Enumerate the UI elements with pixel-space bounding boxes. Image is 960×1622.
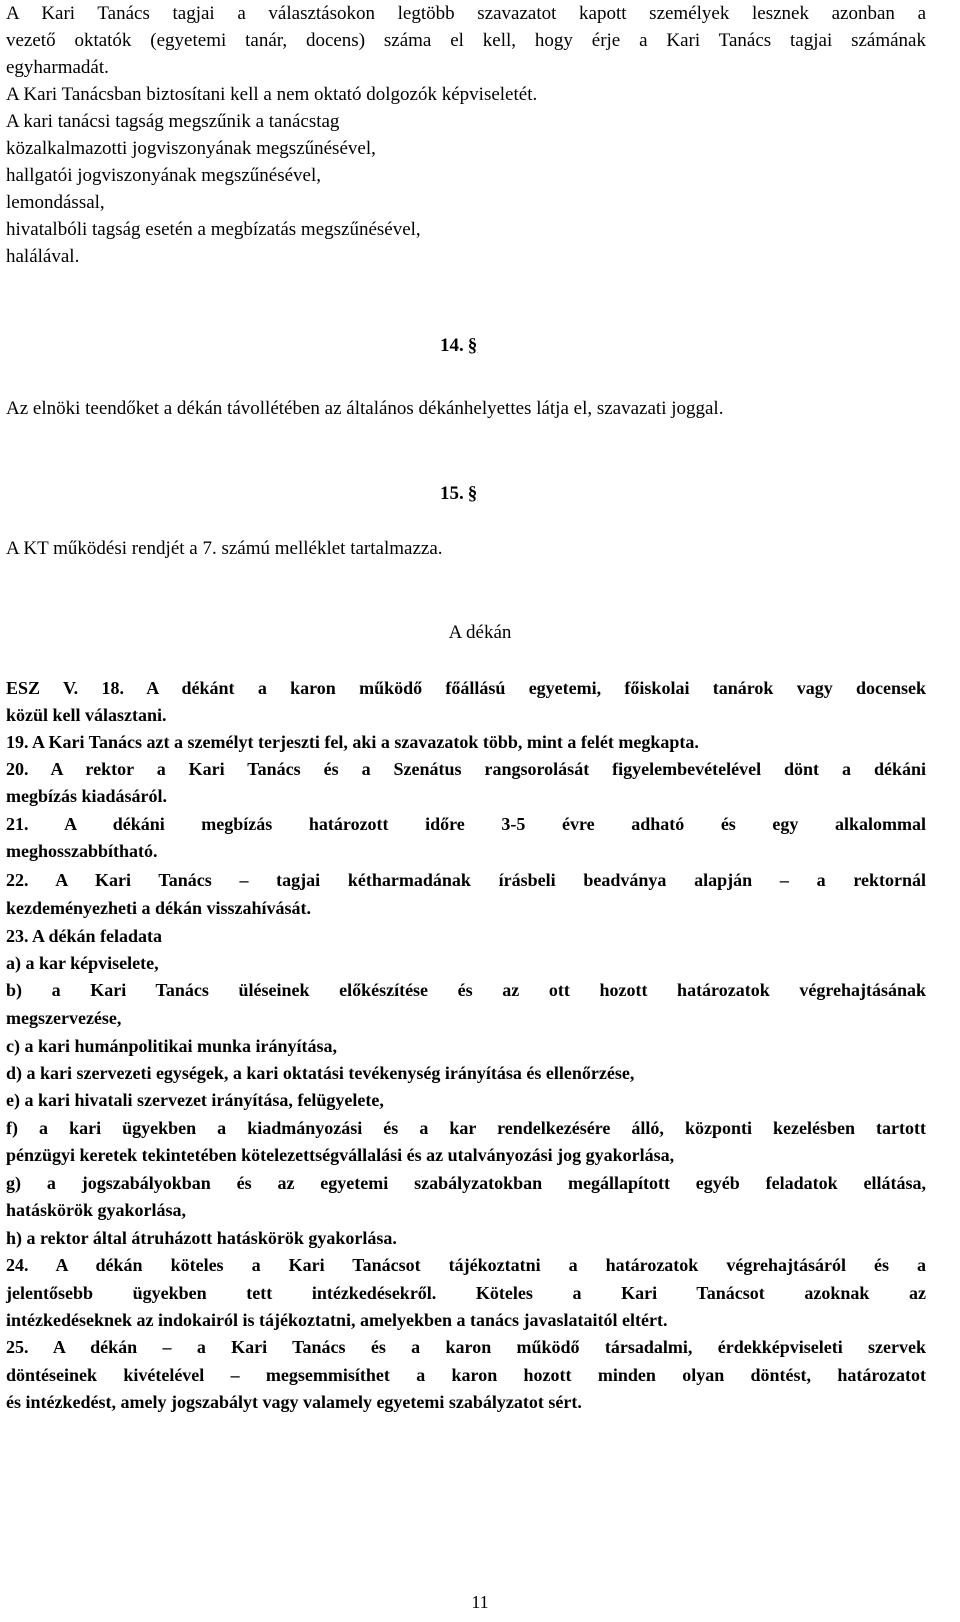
esz-line: ESZ V. 18. A dékánt a karon működő főállású egyetemi, főiskolai tanárok vagy docensek <box>6 678 926 698</box>
esz-line: megszervezése, <box>6 1008 122 1028</box>
section-15-text: A KT működési rendjét a 7. számú melléklet tartalmazza. <box>6 538 443 559</box>
esz-line: d) a kari szervezeti egységek, a kari oktatási tevékenység irányítása és ellenőrzése, <box>6 1063 635 1083</box>
esz-line: a) a kar képviselete, <box>6 953 159 973</box>
section-heading-14 <box>440 335 477 357</box>
section-14-text: Az elnöki teendőket a dékán távollétében az általános dékánhelyettes látja el, szavazati joggal. <box>6 398 724 419</box>
esz-line: b) a Kari Tanács üléseinek előkészítése és az ott hozott határozatok végrehajtásának <box>6 980 926 1000</box>
section-symbol: § <box>467 335 478 356</box>
paragraph-line: halálával. <box>6 246 80 267</box>
esz-line: e) a kari hivatali szervezet irányítása, felügyelete, <box>6 1090 384 1110</box>
paragraph-line: egyharmadát. <box>6 57 109 78</box>
esz-line: intézkedéseknek az indokairól is tájékoztatni, amelyekben a tanács javaslataitól eltért. <box>6 1310 668 1330</box>
esz-line: megbízás kiadásáról. <box>6 786 168 806</box>
paragraph-line: vezető oktatók (egyetemi tanár, docens) száma el kell, hogy érje a Kari Tanács tagjai számának <box>6 30 926 51</box>
paragraph-line: A Kari Tanácsban biztosítani kell a nem oktató dolgozók képviseletét. <box>6 84 538 105</box>
esz-line: f) a kari ügyekben a kiadmányozási és a kar rendelkezésére álló, központi kezelésben tartott <box>6 1118 926 1138</box>
section-number: 15. <box>440 483 464 504</box>
esz-line: 23. A dékán feladata <box>6 926 163 946</box>
esz-line: h) a rektor által átruházott hatáskörök gyakorlása. <box>6 1228 397 1248</box>
esz-line: c) a kari humánpolitikai munka irányítása, <box>6 1036 338 1056</box>
esz-line: 24. A dékán köteles a Kari Tanácsot tájékoztatni a határozatok végrehajtásáról és a <box>6 1255 926 1275</box>
paragraph-line: hivatalbóli tagság esetén a megbízatás megszűnésével, <box>6 219 421 240</box>
paragraph-line: hallgatói jogviszonyának megszűnésével, <box>6 165 321 186</box>
paragraph-line: közalkalmazotti jogviszonyának megszűnésével, <box>6 138 376 159</box>
esz-line: és intézkedést, amely jogszabályt vagy valamely egyetemi szabályzatot sért. <box>6 1392 582 1412</box>
esz-line: 25. A dékán – a Kari Tanács és a karon működő társadalmi, érdekképviseleti szervek <box>6 1337 926 1357</box>
esz-line: döntéseinek kivételével – megsemmisíthet a karon hozott minden olyan döntést, határozatot <box>6 1365 926 1385</box>
paragraph-line: A Kari Tanács tagjai a választásokon legtöbb szavazatot kapott személyek lesznek azonban a <box>6 3 926 24</box>
paragraph-line: lemondással, <box>6 192 105 213</box>
esz-line: kezdeményezheti a dékán visszahívását. <box>6 898 311 918</box>
esz-line: pénzügyi keretek tekintetében kötelezettségvállalási és az utalványozási jog gyakorlása, <box>6 1145 675 1165</box>
section-symbol: § <box>467 483 478 504</box>
esz-line: 22. A Kari Tanács – tagjai kétharmadának írásbeli beadványa alapján – a rektornál <box>6 870 926 890</box>
esz-line: meghosszabbítható. <box>6 841 158 861</box>
section-number: 14. <box>440 335 464 356</box>
section-heading-15 <box>440 483 477 505</box>
esz-line: 19. A Kari Tanács azt a személyt terjeszti fel, aki a szavazatok több, mint a felét megkapta. <box>6 732 699 752</box>
esz-line: 21. A dékáni megbízás határozott időre 3-5 évre adható és egy alkalommal <box>6 814 926 834</box>
paragraph-line: A kari tanácsi tagság megszűnik a tanácstag <box>6 111 340 132</box>
esz-line: közül kell választani. <box>6 705 167 725</box>
page-number: 11 <box>471 1592 489 1612</box>
esz-line: jelentősebb ügyekben tett intézkedésekről. Köteles a Kari Tanácsot azoknak az <box>6 1283 926 1303</box>
esz-line: 20. A rektor a Kari Tanács és a Szenátus rangsorolását figyelembevételével dönt a dékáni <box>6 759 926 779</box>
esz-line: hatáskörök gyakorlása, <box>6 1200 187 1220</box>
esz-line: g) a jogszabályokban és az egyetemi szabályzatokban megállapított egyéb feladatok ellátása, <box>6 1173 926 1193</box>
chapter-heading: A dékán <box>448 622 512 643</box>
